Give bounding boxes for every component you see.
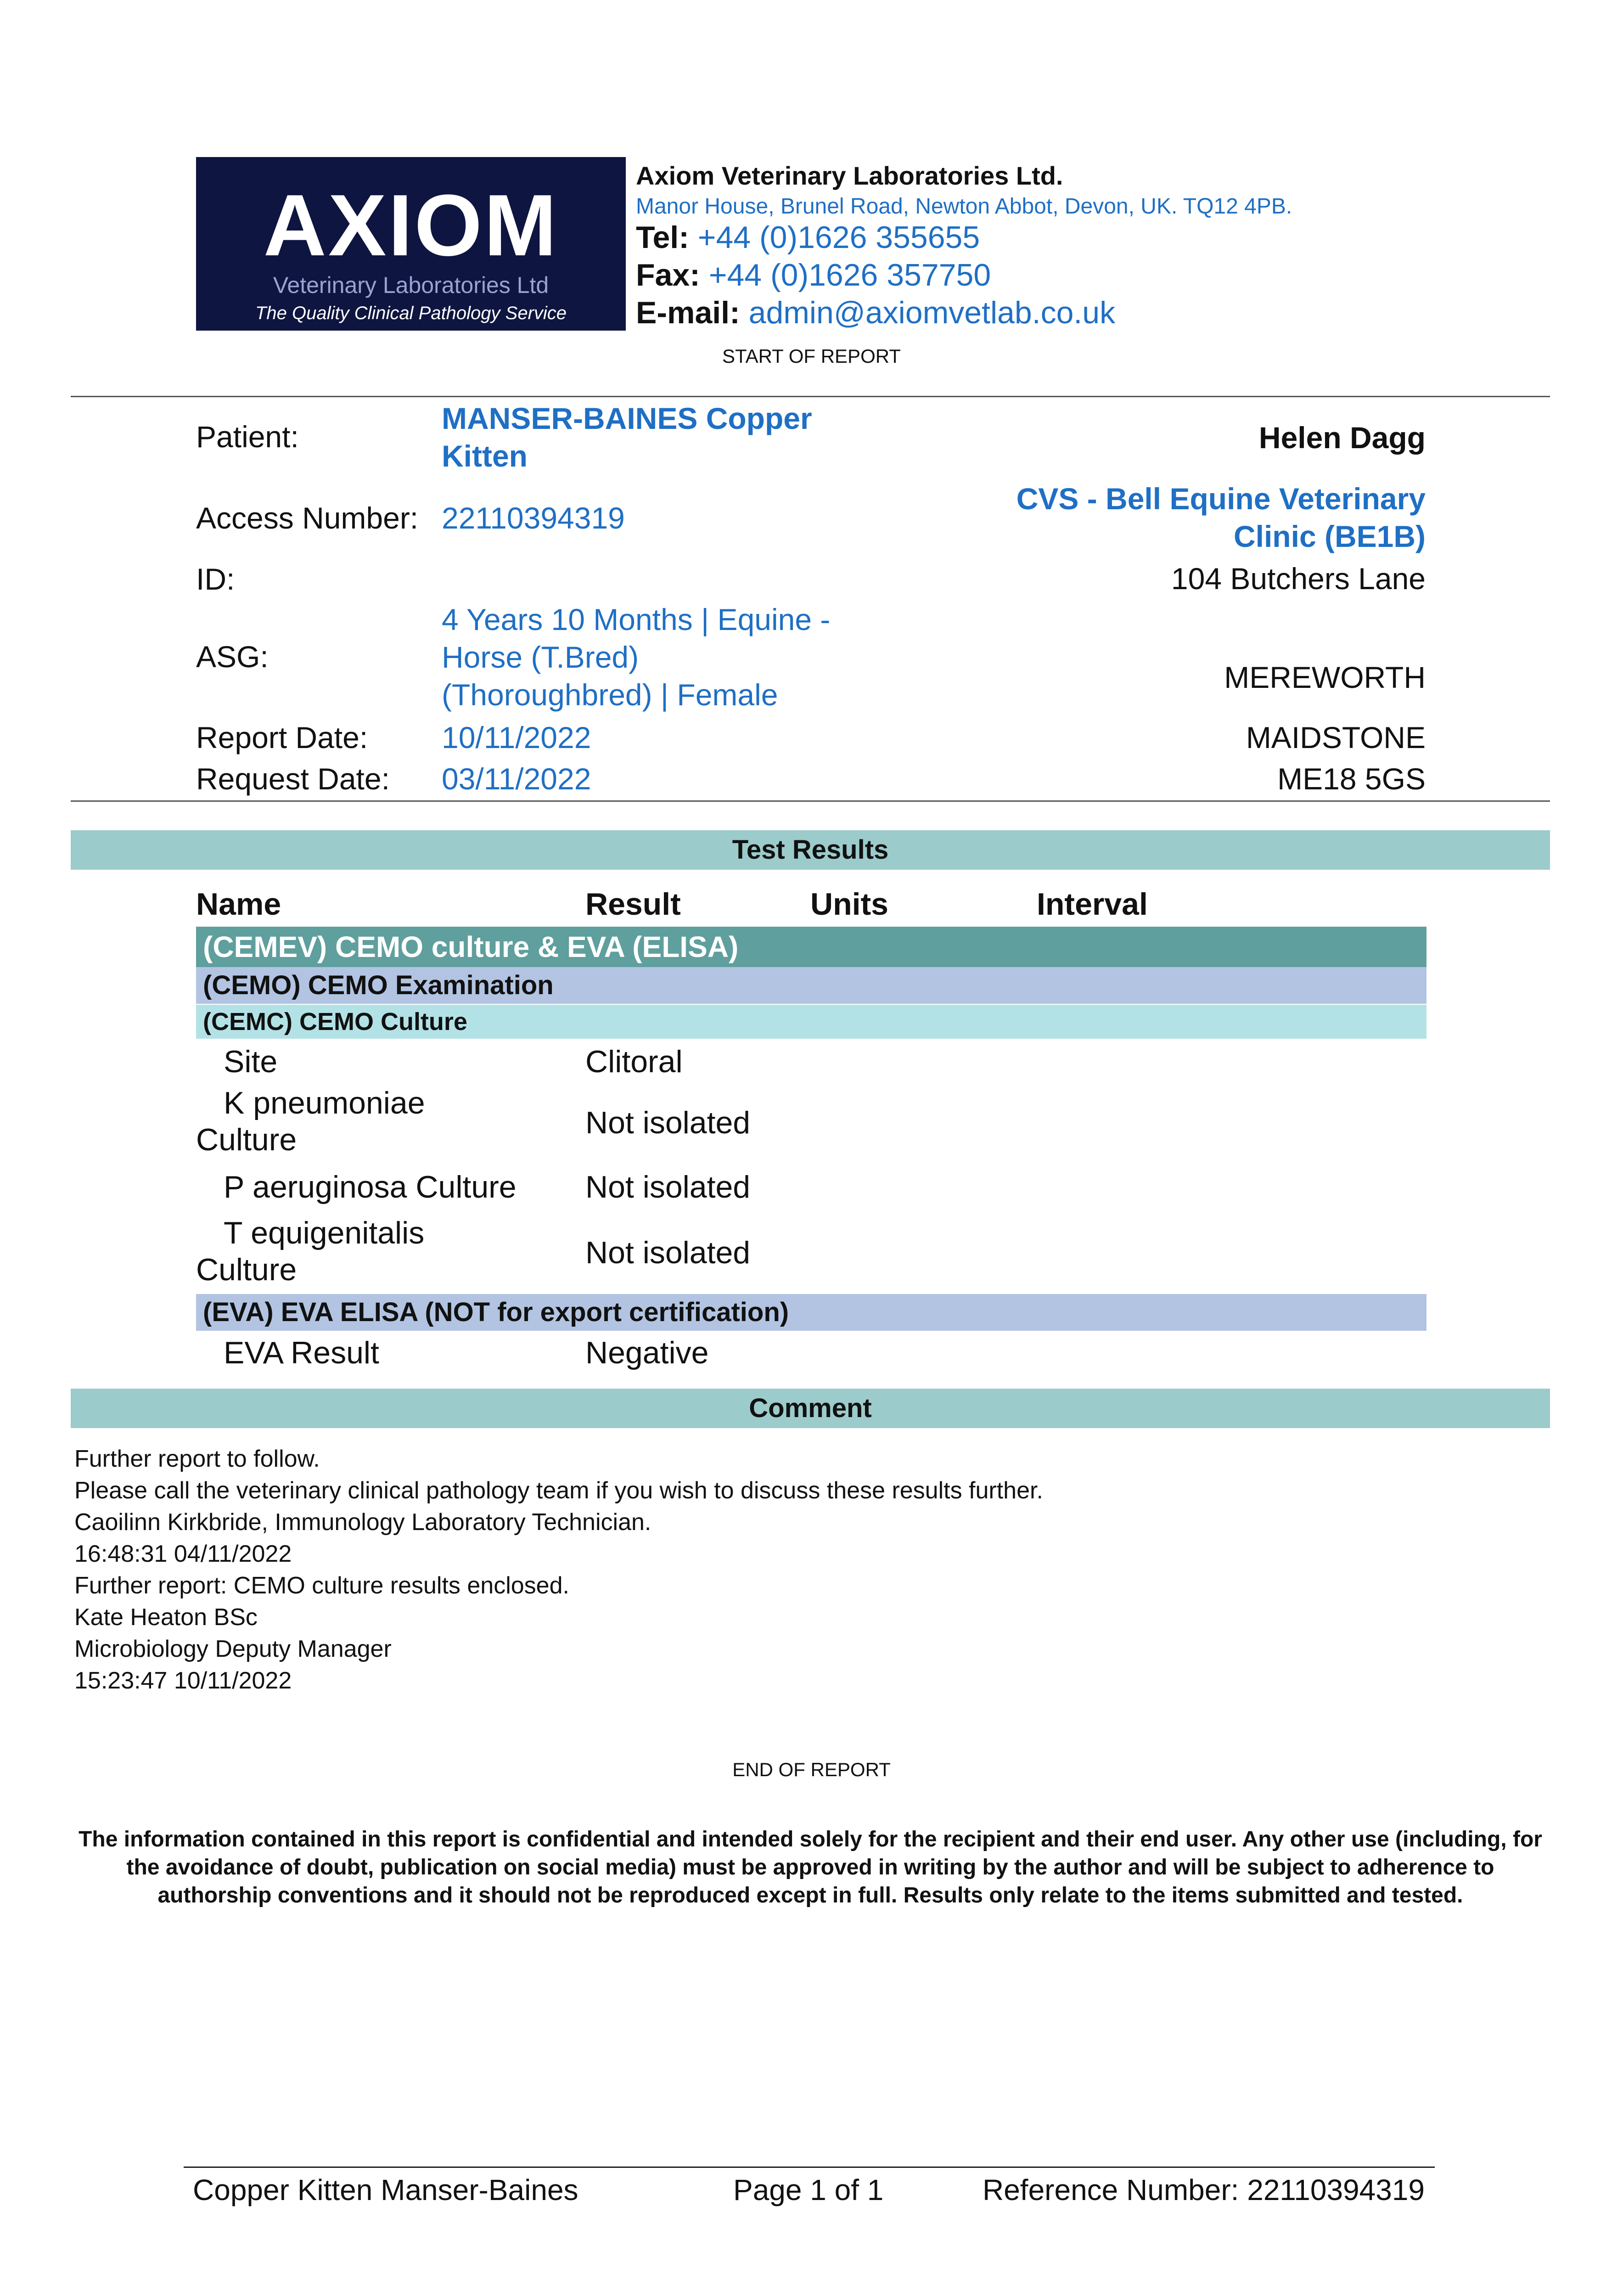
practice-line1: CVS - Bell Equine Veterinary [1016, 482, 1426, 516]
result-value: Not isolated [585, 1105, 751, 1140]
tel-value[interactable]: +44 (0)1626 355655 [697, 220, 980, 255]
id-label: ID: [196, 562, 235, 596]
comment-line: Further report: CEMO culture results enclosed. [74, 1572, 569, 1599]
result-name-a: K pneumoniae [224, 1086, 425, 1120]
result-name-a: P aeruginosa Culture [224, 1170, 517, 1204]
comment-line: Caoilinn Kirkbride, Immunology Laboratory Technician. [74, 1509, 651, 1536]
section-eva: (EVA) EVA ELISA (NOT for export certification) [196, 1294, 1426, 1331]
tel-label: Tel: [636, 220, 689, 255]
asg-value [442, 601, 830, 714]
footer-page-number: Page 1 of 1 [733, 2173, 884, 2206]
lab-tel [636, 219, 980, 255]
lab-logo [196, 157, 626, 331]
comment-line: 16:48:31 04/11/2022 [74, 1541, 292, 1567]
eva-result-value: Negative [585, 1335, 709, 1370]
fax-label: Fax: [636, 258, 700, 293]
practice-name [1016, 480, 1426, 555]
end-of-report: END OF REPORT [732, 1759, 891, 1780]
result-value: Not isolated [585, 1235, 751, 1270]
client-postcode: ME18 5GS [1277, 762, 1426, 796]
logo-subtitle: Veterinary Laboratories Ltd [273, 272, 549, 298]
comment-line: Please call the veterinary clinical pathology team if you wish to discuss these results further. [74, 1477, 1043, 1504]
request-date: 03/11/2022 [442, 762, 591, 796]
result-name-a: Site [224, 1044, 278, 1079]
footer-patient-name: Copper Kitten Manser-Baines [193, 2173, 578, 2206]
section-cemo: (CEMO) CEMO Examination [196, 967, 1426, 1004]
header-divider [71, 396, 1550, 397]
column-units: Units [810, 887, 888, 922]
result-row-name [196, 1043, 573, 1080]
patient-label: Patient: [196, 420, 299, 454]
asg-line3: (Thoroughbred) | Female [442, 678, 778, 712]
footer-reference: Reference Number: 22110394319 [982, 2173, 1425, 2206]
patient-name-line2: Kitten [442, 439, 528, 473]
client-city: MAIDSTONE [1246, 720, 1426, 754]
footer-rule [184, 2167, 1435, 2168]
comment-line: 15:23:47 10/11/2022 [74, 1667, 292, 1694]
lab-email [636, 295, 1115, 331]
request-date-label: Request Date: [196, 762, 390, 796]
access-label: Access Number: [196, 501, 419, 535]
logo-name: AXIOM [263, 177, 559, 274]
result-name-a: T equigenitalis [224, 1216, 425, 1250]
patient-name [442, 400, 812, 475]
result-row-name [196, 1215, 573, 1288]
practice-line2: Clinic (BE1B) [1233, 519, 1426, 553]
result-row-name [196, 1334, 573, 1371]
comment-line: Kate Heaton BSc [74, 1604, 258, 1631]
result-name-b: Culture [196, 1252, 297, 1287]
test-results-heading: Test Results [71, 830, 1550, 870]
logo-tagline: The Quality Clinical Pathology Service [255, 303, 567, 323]
asg-label: ASG: [196, 640, 269, 674]
confidentiality-disclaimer: The information contained in this report is confidential and intended solely for the recipient and their end user. Any other use (including, for the avoidance of doubt, publication on social media) must be approved in writing by the author and will be subject to adherence to authorship conventions and it should not be reproduced except in full. Results only relate to the items submitted and tested. [79, 1827, 1542, 1908]
asg-line2: Horse (T.Bred) [442, 640, 639, 674]
comment-heading: Comment [71, 1389, 1550, 1428]
patient-name-line1: MANSER-BAINES Copper [442, 401, 812, 435]
details-divider [71, 800, 1550, 802]
column-interval: Interval [1037, 887, 1148, 922]
email-link[interactable]: admin@axiomvetlab.co.uk [748, 295, 1116, 330]
report-date: 10/11/2022 [442, 720, 591, 754]
client-address1: 104 Butchers Lane [1171, 562, 1426, 596]
fax-value: +44 (0)1626 357750 [708, 258, 991, 293]
report-date-label: Report Date: [196, 720, 368, 754]
column-result: Result [585, 887, 681, 922]
lab-name: Axiom Veterinary Laboratories Ltd. [636, 161, 1063, 190]
subsection-cemc: (CEMC) CEMO Culture [196, 1005, 1426, 1039]
client-town: MEREWORTH [1224, 660, 1426, 694]
column-name: Name [196, 887, 281, 922]
result-row-name [196, 1085, 573, 1158]
comment-line: Further report to follow. [74, 1446, 320, 1472]
panel-header: (CEMEV) CEMO culture & EVA (ELISA) [196, 927, 1426, 967]
start-of-report: START OF REPORT [722, 345, 901, 367]
eva-result-name: EVA Result [224, 1335, 379, 1370]
result-value: Not isolated [585, 1170, 751, 1204]
result-row-name [196, 1169, 573, 1205]
asg-line1: 4 Years 10 Months | Equine - [442, 602, 831, 636]
email-label: E-mail: [636, 295, 740, 330]
vet-name: Helen Dagg [1258, 421, 1426, 455]
result-value: Clitoral [585, 1044, 683, 1079]
lab-address: Manor House, Brunel Road, Newton Abbot, Devon, UK. TQ12 4PB. [636, 194, 1292, 219]
result-name-b: Culture [196, 1122, 297, 1157]
access-number: 22110394319 [442, 501, 625, 535]
comment-body [74, 1443, 1043, 1697]
lab-fax [636, 257, 991, 293]
comment-line: Microbiology Deputy Manager [74, 1636, 392, 1662]
